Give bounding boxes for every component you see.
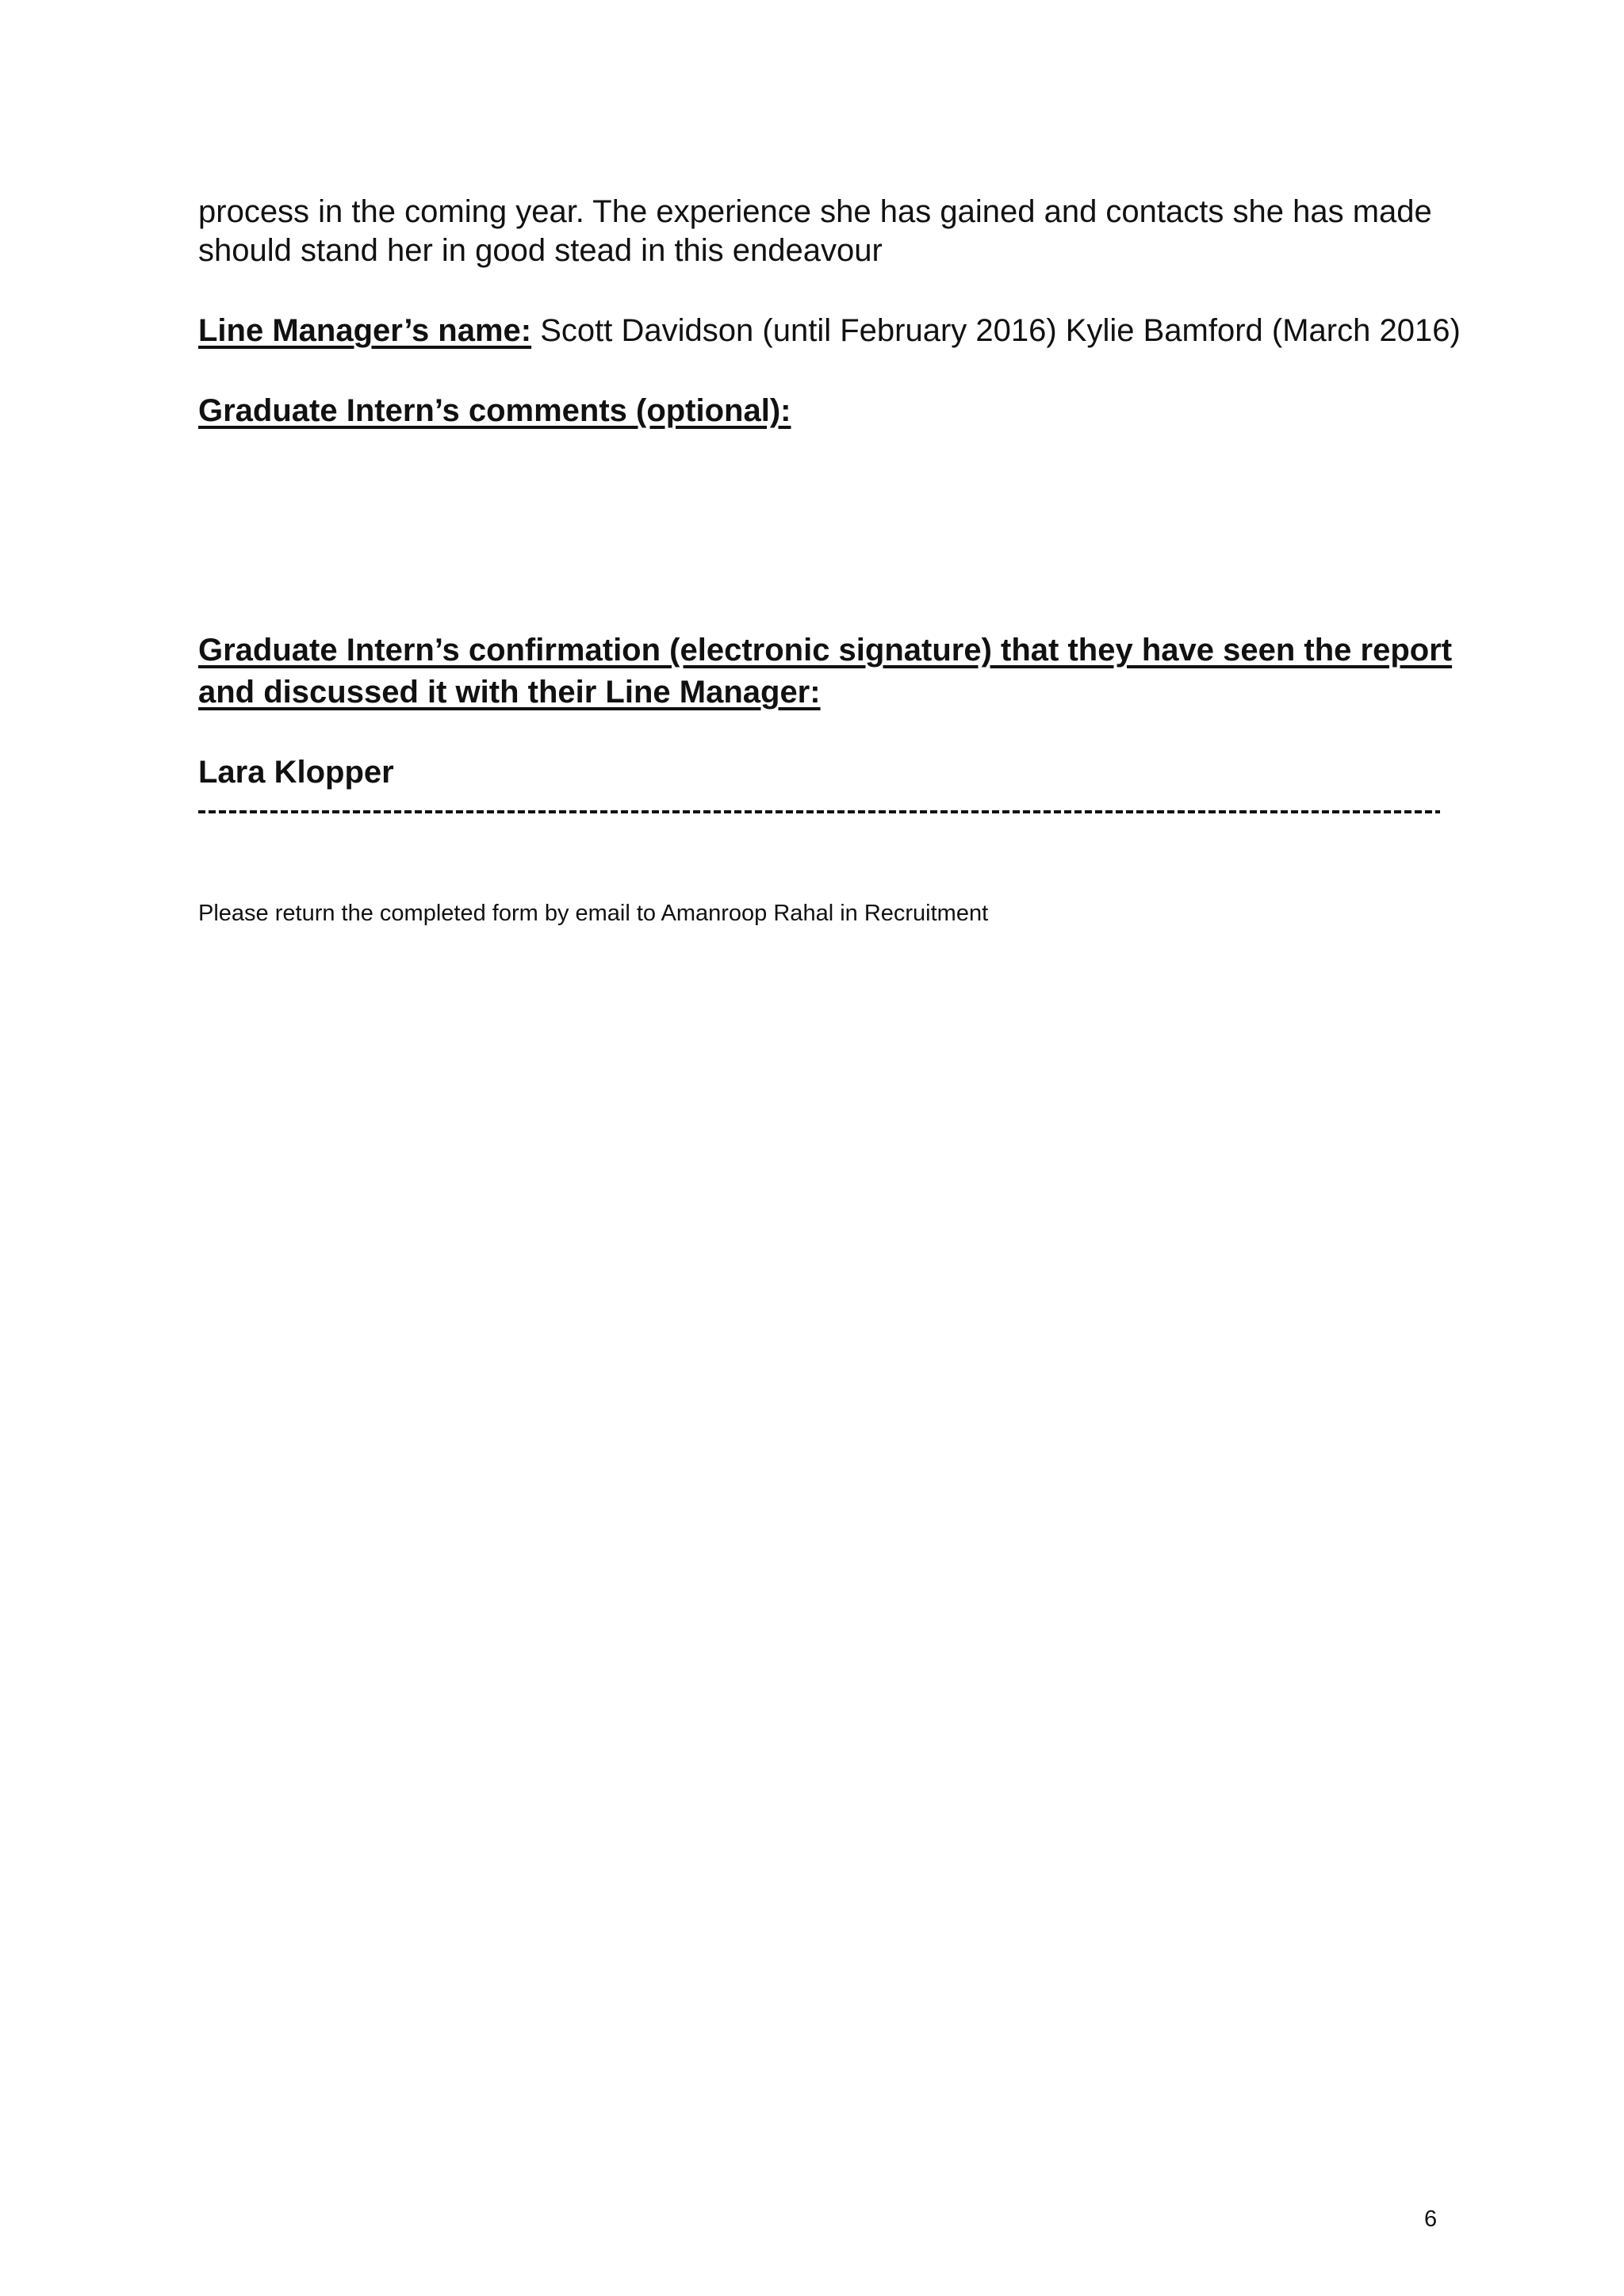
return-instructions: Please return the completed form by email to Amanroop Rahal in Recruitment: [198, 901, 989, 926]
confirmation-text-1: Graduate Intern’s confirmation (electronic signature) that they have seen the report: [198, 633, 1453, 668]
intern-comments-heading: [198, 390, 791, 432]
line-manager-label: Line Manager’s name:: [198, 313, 532, 348]
signature-name: Lara Klopper: [198, 755, 394, 790]
signature-dashed-line: [198, 810, 1440, 813]
paragraph-line-2: should stand her in good stead in this endeavour: [198, 233, 883, 268]
confirmation-text-2: and discussed it with their Line Manager:: [198, 675, 821, 710]
paragraph-line-1: process in the coming year. The experience she has gained and contacts she has made: [198, 194, 1432, 229]
line-manager-value: Scott Davidson (until February 2016) Kylie Bamford (March 2016): [540, 313, 1461, 348]
confirmation-heading-line-2: [198, 672, 821, 714]
page-number: 6: [1424, 2206, 1438, 2232]
line-manager-row: [198, 310, 1461, 352]
intern-comments-label: Graduate Intern’s comments (optional):: [198, 393, 791, 428]
confirmation-heading-line-1: [198, 629, 1452, 672]
